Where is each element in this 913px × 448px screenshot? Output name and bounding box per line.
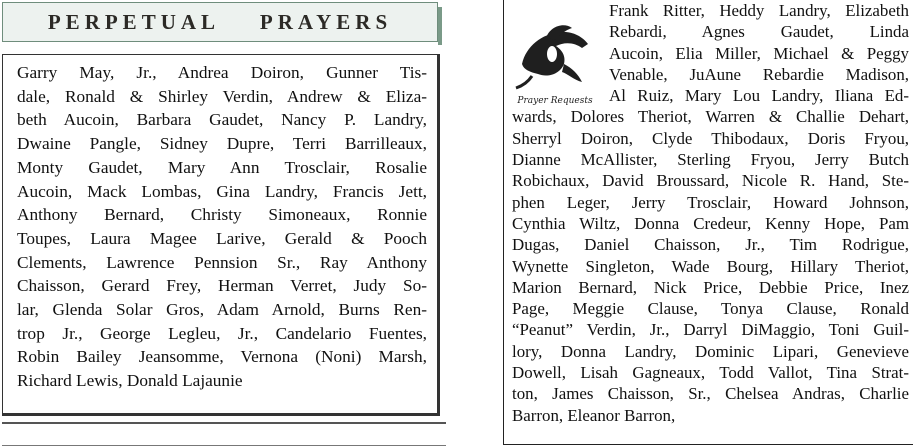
perpetual-prayers-list [2,54,440,416]
request-list-line: lory, Donna Landry, Dominic Lipari, Genevieve [512,341,909,361]
request-list-line: Cynthia Wiltz, Donna Credeur, Kenny Hope, Pam [512,213,909,233]
request-list-line: Sherryl Doiron, Clyde Thibodaux, Doris Fryou, [512,128,909,148]
prayer-list-line: Anthony Bernard, Christy Simoneaux, Ronnie [17,205,427,225]
prayer-requests-caption: Prayer Requests [517,96,593,106]
prayer-list-line: Chaisson, Gerard Frey, Herman Verret, Judy So- [17,276,427,296]
request-list-line: Marion Bernard, Nick Price, Debbie Price, Inez [512,277,909,297]
prayer-list-line: lar, Glenda Solar Gros, Adam Arnold, Burns Ren- [17,300,427,320]
prayer-list-line: Monty Gaudet, Mary Ann Trosclair, Rosalie [17,157,427,177]
divider-rule-bottom [2,445,446,446]
request-list-line: wards, Dolores Theriot, Warren & Challie Dehart, [512,107,909,127]
request-list-line: Frank Ritter, Heddy Landry, Elizabeth [609,1,909,20]
prayer-list-line: Aucoin, Mack Lombas, Gina Landry, Francis Jett, [17,181,427,201]
request-list-line: phen Leger, Jerry Trosclair, Howard Johnson, [512,192,909,212]
request-list-line: Rebardi, Agnes Gaudet, Linda [609,22,909,42]
request-list-line: “Peanut” Verdin, Jr., Darryl DiMaggio, Toni Guil- [512,320,909,340]
request-list-line: Wynette Singleton, Wade Bourg, Hillary Theriot, [512,256,909,276]
prayer-list-line: Richard Lewis, Donald Lajaunie [17,371,243,391]
request-list-line: Al Ruiz, Mary Lou Landry, Iliana Ed- [609,86,909,106]
perpetual-prayers-header [2,2,438,42]
request-list-line: Page, Meggie Clause, Tonya Clause, Ronald [512,299,909,319]
request-list-line: Aucoin, Elia Miller, Michael & Peggy [609,43,909,63]
prayer-list-line: Dwaine Pangle, Sidney Dupre, Terri Barrilleaux, [17,134,427,154]
prayer-list-line: Robin Bailey Jeansomme, Vernona (Noni) Marsh, [17,347,427,367]
prayer-requests-list [503,0,913,445]
prayer-list-line: Toupes, Laura Magee Larive, Gerald & Pooch [17,228,427,248]
perpetual-prayers-title: PERPETUAL PRAYERS [47,9,393,34]
request-list-line: Robichaux, David Broussard, Nicole R. Hand, Ste- [512,171,909,191]
prayer-list-line: Garry May, Jr., Andrea Doiron, Gunner Tis- [17,63,427,82]
request-list-line: Dowell, Lisah Gagneaux, Todd Vallot, Tina Strat- [512,363,909,383]
request-list-line: Barron, Eleanor Barron, [512,405,676,425]
prayer-list-line: dale, Ronald & Shirley Verdin, Andrew & Eliza- [17,86,427,106]
prayer-list-line: Clements, Lawrence Pennsion Sr., Ray Anthony [17,252,427,272]
praying-hands-icon [512,16,598,106]
request-list-line: ton, James Chaisson, Sr., Chelsea Andras, Charlie [512,384,909,404]
request-list-line: Venable, JuAune Rebardie Madison, [609,64,909,84]
prayer-list-line: trop Jr., George Legleu, Jr., Candelario Fuentes, [17,323,427,343]
prayer-list-line: beth Aucoin, Barbara Gaudet, Nancy P. Landry, [17,110,427,130]
request-list-line: Dugas, Daniel Chaisson, Jr., Tim Rodrigue, [512,235,909,255]
request-list-line: Dianne McAllister, Sterling Fryou, Jerry Butch [512,150,909,170]
divider-rule [2,422,446,424]
